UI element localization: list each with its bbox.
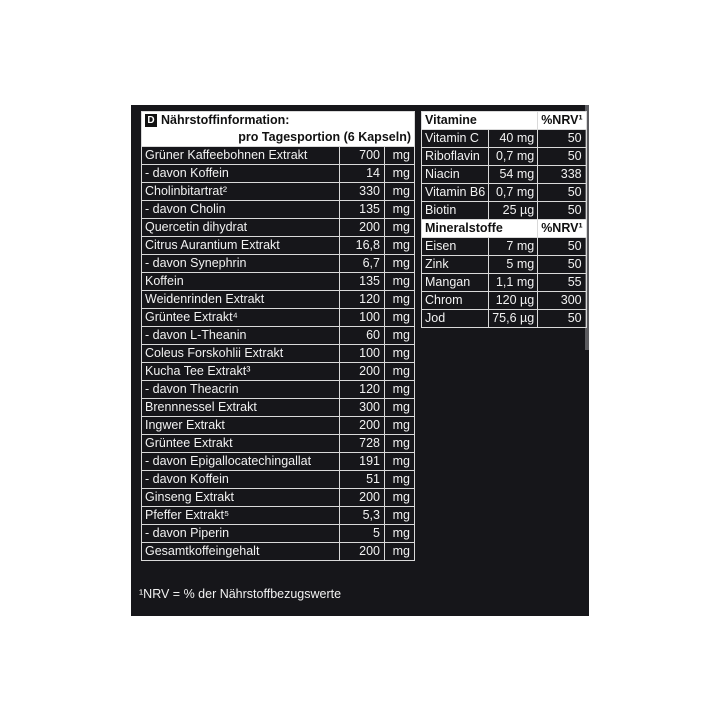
minerals-header <box>422 220 587 238</box>
minerals-nrv: 50 <box>538 238 586 256</box>
minerals-nrv: 300 <box>538 292 586 310</box>
nutrient-row <box>142 219 415 237</box>
nutrient-value: 200 <box>340 219 385 237</box>
minerals-name: Chrom <box>422 292 489 310</box>
nutrient-name: - davon Theacrin <box>142 381 340 399</box>
nutrient-row <box>142 201 415 219</box>
nutrient-value: 191 <box>340 453 385 471</box>
nutrition-table <box>141 111 415 561</box>
vitamins-header <box>422 112 587 130</box>
minerals-name: Mangan <box>422 274 489 292</box>
minerals-name: Zink <box>422 256 489 274</box>
nutrient-value: 700 <box>340 147 385 165</box>
nutrient-row <box>142 489 415 507</box>
vitamins-nrv: 338 <box>538 166 586 184</box>
nutrient-name: Ingwer Extrakt <box>142 417 340 435</box>
nutrient-row <box>142 237 415 255</box>
nutrient-value: 200 <box>340 363 385 381</box>
minerals-name: Jod <box>422 310 489 328</box>
vitamins-name: Biotin <box>422 202 489 220</box>
nutrient-name: Grüntee Extrakt⁴ <box>142 309 340 327</box>
nutrient-unit: mg <box>385 255 415 273</box>
minerals-amount: 7 mg <box>489 238 538 256</box>
nutrient-row <box>142 165 415 183</box>
nutrient-unit: mg <box>385 183 415 201</box>
nutrient-row <box>142 381 415 399</box>
footnote: ¹NRV = % der Nährstoffbezugswerte <box>139 587 342 601</box>
vitamins-name: Vitamin B6 <box>422 184 489 202</box>
nutrient-unit: mg <box>385 165 415 183</box>
nutrient-row <box>142 345 415 363</box>
vitamins-row <box>422 166 587 184</box>
vitamins-row <box>422 148 587 166</box>
minerals-title: Mineralstoffe <box>422 220 538 238</box>
minerals-row <box>422 310 587 328</box>
nutrient-value: 6,7 <box>340 255 385 273</box>
nutrient-value: 728 <box>340 435 385 453</box>
nutrient-value: 135 <box>340 273 385 291</box>
vitamins-nrv: 50 <box>538 148 586 166</box>
nutrient-unit: mg <box>385 219 415 237</box>
nutrient-value: 200 <box>340 489 385 507</box>
vitamins-row <box>422 130 587 148</box>
d-badge: D <box>145 114 157 127</box>
nutrient-name: Grüntee Extrakt <box>142 435 340 453</box>
nutrient-name: Cholinbitartrat² <box>142 183 340 201</box>
nutrient-row <box>142 291 415 309</box>
nutrient-unit: mg <box>385 381 415 399</box>
nutrient-name: - davon L-Theanin <box>142 327 340 345</box>
vitamins-nrv: 50 <box>538 202 586 220</box>
minerals-amount: 120 µg <box>489 292 538 310</box>
vitamins-amount: 54 mg <box>489 166 538 184</box>
nutrient-unit: mg <box>385 363 415 381</box>
vitamins-amount: 0,7 mg <box>489 148 538 166</box>
nutrient-name: - davon Cholin <box>142 201 340 219</box>
nutrient-name: Koffein <box>142 273 340 291</box>
minerals-row <box>422 292 587 310</box>
nutrient-name: - davon Synephrin <box>142 255 340 273</box>
nutrient-row <box>142 147 415 165</box>
nutrient-unit: mg <box>385 417 415 435</box>
nutrient-name: Citrus Aurantium Extrakt <box>142 237 340 255</box>
nutrient-value: 200 <box>340 543 385 561</box>
minerals-amount: 1,1 mg <box>489 274 538 292</box>
nutrient-row <box>142 183 415 201</box>
vitamins-amount: 40 mg <box>489 130 538 148</box>
nutrient-value: 100 <box>340 309 385 327</box>
vitamins-name: Niacin <box>422 166 489 184</box>
nutrient-value: 200 <box>340 417 385 435</box>
minerals-row <box>422 238 587 256</box>
nutrient-row <box>142 309 415 327</box>
nutrient-unit: mg <box>385 309 415 327</box>
nutrient-value: 16,8 <box>340 237 385 255</box>
minerals-name: Eisen <box>422 238 489 256</box>
nutrient-name: Ginseng Extrakt <box>142 489 340 507</box>
vitamins-row <box>422 184 587 202</box>
minerals-row <box>422 274 587 292</box>
nutrition-title: Nährstoffinformation: <box>161 113 290 127</box>
nutrient-row <box>142 453 415 471</box>
nutrient-name: Brennnessel Extrakt <box>142 399 340 417</box>
minerals-row <box>422 256 587 274</box>
nutrient-row <box>142 399 415 417</box>
nutrient-unit: mg <box>385 507 415 525</box>
nutrient-unit: mg <box>385 237 415 255</box>
nutrient-name: Coleus Forskohlii Extrakt <box>142 345 340 363</box>
nutrient-unit: mg <box>385 345 415 363</box>
vitamins-name: Riboflavin <box>422 148 489 166</box>
nutrition-table-header <box>142 112 415 147</box>
vitamins-nrv: 50 <box>538 130 586 148</box>
nutrient-row <box>142 507 415 525</box>
minerals-nrv: 50 <box>538 310 586 328</box>
nutrient-unit: mg <box>385 543 415 561</box>
nutrient-row <box>142 255 415 273</box>
vitamins-nrv-label: %NRV¹ <box>538 112 586 130</box>
nutrient-row <box>142 273 415 291</box>
nutrient-name: Grüner Kaffeebohnen Extrakt <box>142 147 340 165</box>
nutrient-value: 51 <box>340 471 385 489</box>
minerals-nrv-label: %NRV¹ <box>538 220 586 238</box>
nutrient-unit: mg <box>385 327 415 345</box>
nutrient-name: - davon Koffein <box>142 471 340 489</box>
minerals-nrv: 55 <box>538 274 586 292</box>
nutrient-name: Pfeffer Extrakt⁵ <box>142 507 340 525</box>
nutrient-value: 330 <box>340 183 385 201</box>
nutrient-unit: mg <box>385 399 415 417</box>
nutrient-unit: mg <box>385 273 415 291</box>
vitamins-amount: 25 µg <box>489 202 538 220</box>
nutrient-value: 14 <box>340 165 385 183</box>
nutrient-name: Weidenrinden Extrakt <box>142 291 340 309</box>
nutrient-row <box>142 435 415 453</box>
nutrient-unit: mg <box>385 453 415 471</box>
vitamins-row <box>422 202 587 220</box>
nutrient-row <box>142 363 415 381</box>
nutrient-value: 60 <box>340 327 385 345</box>
nutrient-name: - davon Piperin <box>142 525 340 543</box>
nutrient-unit: mg <box>385 147 415 165</box>
nutrient-unit: mg <box>385 291 415 309</box>
portion-label: pro Tagesportion (6 Kapseln) <box>238 130 411 144</box>
minerals-amount: 75,6 µg <box>489 310 538 328</box>
nutrient-row <box>142 525 415 543</box>
vitamins-amount: 0,7 mg <box>489 184 538 202</box>
nutrient-unit: mg <box>385 201 415 219</box>
nutrient-value: 300 <box>340 399 385 417</box>
nutrient-value: 120 <box>340 381 385 399</box>
vitamins-nrv: 50 <box>538 184 586 202</box>
nutrient-row <box>142 471 415 489</box>
nutrient-row <box>142 543 415 561</box>
nutrient-value: 135 <box>340 201 385 219</box>
nutrient-unit: mg <box>385 525 415 543</box>
nutrient-name: Kucha Tee Extrakt³ <box>142 363 340 381</box>
nutrient-value: 5 <box>340 525 385 543</box>
vitamins-name: Vitamin C <box>422 130 489 148</box>
nutrient-name: Gesamtkoffeingehalt <box>142 543 340 561</box>
nutrient-value: 100 <box>340 345 385 363</box>
minerals-amount: 5 mg <box>489 256 538 274</box>
vitamins-title: Vitamine <box>422 112 538 130</box>
nutrient-row <box>142 327 415 345</box>
nutrient-name: - davon Epigallocatechingallat <box>142 453 340 471</box>
nutrient-name: - davon Koffein <box>142 165 340 183</box>
nutrient-unit: mg <box>385 471 415 489</box>
nutrition-header-cell <box>142 112 415 147</box>
nutrient-value: 5,3 <box>340 507 385 525</box>
nutrient-unit: mg <box>385 489 415 507</box>
nutrient-row <box>142 417 415 435</box>
nutrient-value: 120 <box>340 291 385 309</box>
nutrient-unit: mg <box>385 435 415 453</box>
nutrient-name: Quercetin dihydrat <box>142 219 340 237</box>
minerals-nrv: 50 <box>538 256 586 274</box>
vitamins-minerals-table <box>421 111 587 328</box>
